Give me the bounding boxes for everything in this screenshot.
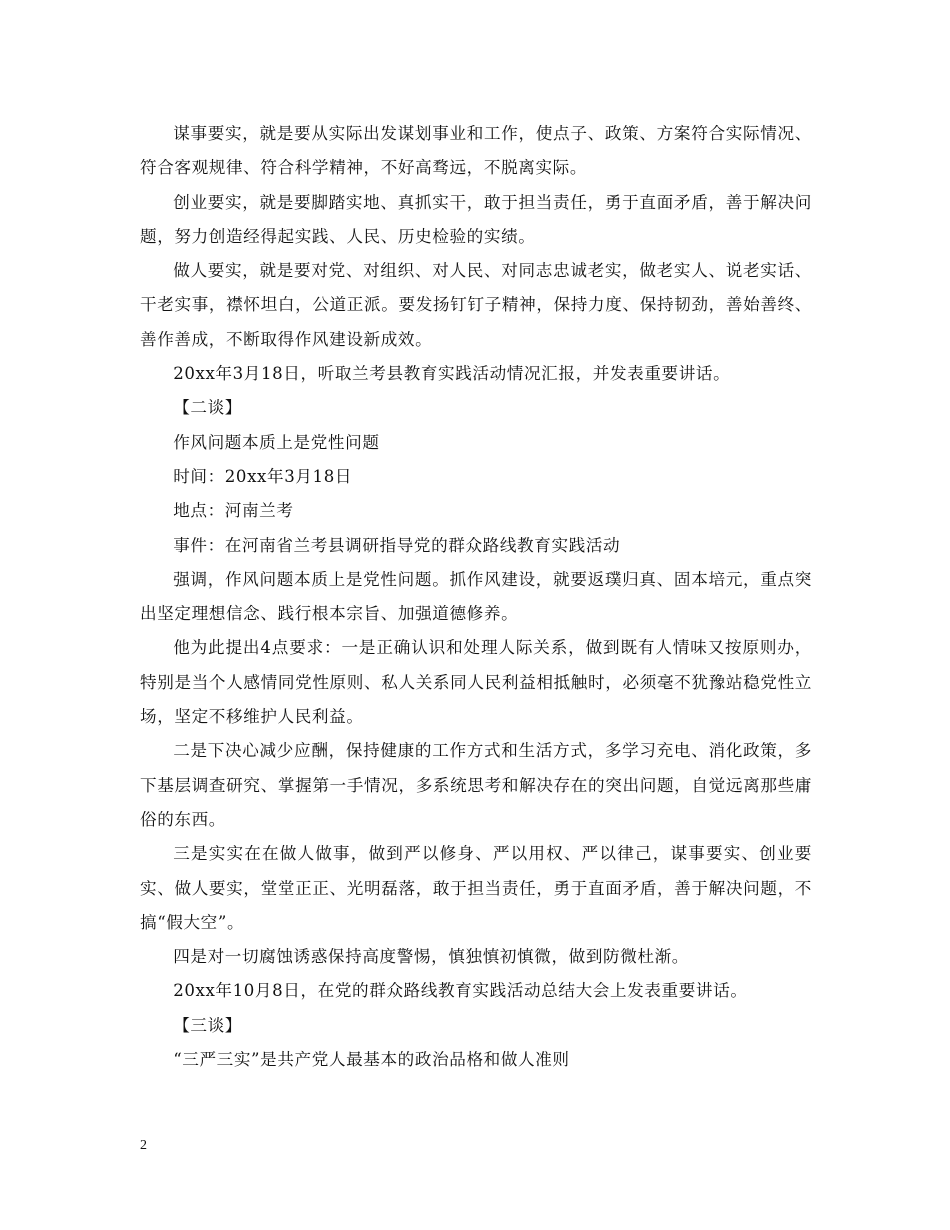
page-number: 2 [140, 1138, 147, 1153]
paragraph-event: 事件：在河南省兰考县调研指导党的群众路线教育实践活动 [173, 535, 621, 555]
document-body [140, 117, 812, 1077]
paragraph-moushi: 谋事要实，就是要从实际出发谋划事业和工作，使点子、政策、方案符合实际情况、符合客观规律、符合科学精神，不好高骛远，不脱离实际。 [140, 124, 812, 178]
paragraph-zuoren: 做人要实，就是要对党、对组织、对人民、对同志忠诚老实，做老实人、说老实话、干老实事，襟怀坦白，公道正派。要发扬钉钉子精神，保持力度、保持韧劲，善始善终、善作善成，不断取得作风建设新成效。 [140, 261, 812, 349]
section-subtitle-sanyan: “三严三实”是共产党人最基本的政治品格和做人准则 [173, 1050, 570, 1070]
paragraph-chuangye: 创业要实，就是要脚踏实地、真抓实干，敢于担当责任，勇于直面矛盾，善于解决问题，努力创造经得起实践、人民、历史检验的实绩。 [140, 192, 812, 246]
section-heading-ertan: 【二谈】 [173, 398, 242, 418]
paragraph-requirement-4: 四是对一切腐蚀诱惑保持高度警惕，慎独慎初慎微，做到防微杜渐。 [173, 947, 689, 967]
paragraph-place: 地点：河南兰考 [173, 501, 294, 521]
section-subtitle: 作风问题本质上是党性问题 [173, 432, 380, 452]
paragraph-time: 时间：20xx年3月18日 [173, 466, 353, 486]
paragraph-emphasis: 强调，作风问题本质上是党性问题。抓作风建设，就要返璞归真、固本培元，重点突出坚定理想信念、践行根本宗旨、加强道德修养。 [140, 569, 812, 624]
paragraph-requirement-2: 二是下决心减少应酬，保持健康的工作方式和生活方式，多学习充电、消化政策，多下基层调查研究、掌握第一手情况，多系统思考和解决存在的突出问题，自觉远离那些庸俗的东西。 [140, 741, 812, 829]
paragraph-date-lankao: 20xx年3月18日，听取兰考县教育实践活动情况汇报，并发表重要讲话。 [173, 364, 731, 384]
paragraph-requirement-1: 他为此提出4点要求：一是正确认识和处理人际关系，做到既有人情味又按原则办，特别是当个人感情同党性原则、私人关系同人民利益相抵触时，必须毫不犹豫站稳党性立场，坚定不移维护人民利益。 [140, 638, 812, 727]
section-heading-santan: 【三谈】 [173, 1015, 242, 1035]
paragraph-requirement-3: 三是实实在在做人做事，做到严以修身、严以用权、严以律己，谋事要实、创业要实、做人要实，堂堂正正、光明磊落，敢于担当责任，勇于直面矛盾，善于解决问题，不搞“假大空”。 [140, 844, 812, 932]
paragraph-date-summary: 20xx年10月8日，在党的群众路线教育实践活动总结大会上发表重要讲话。 [173, 981, 748, 1001]
